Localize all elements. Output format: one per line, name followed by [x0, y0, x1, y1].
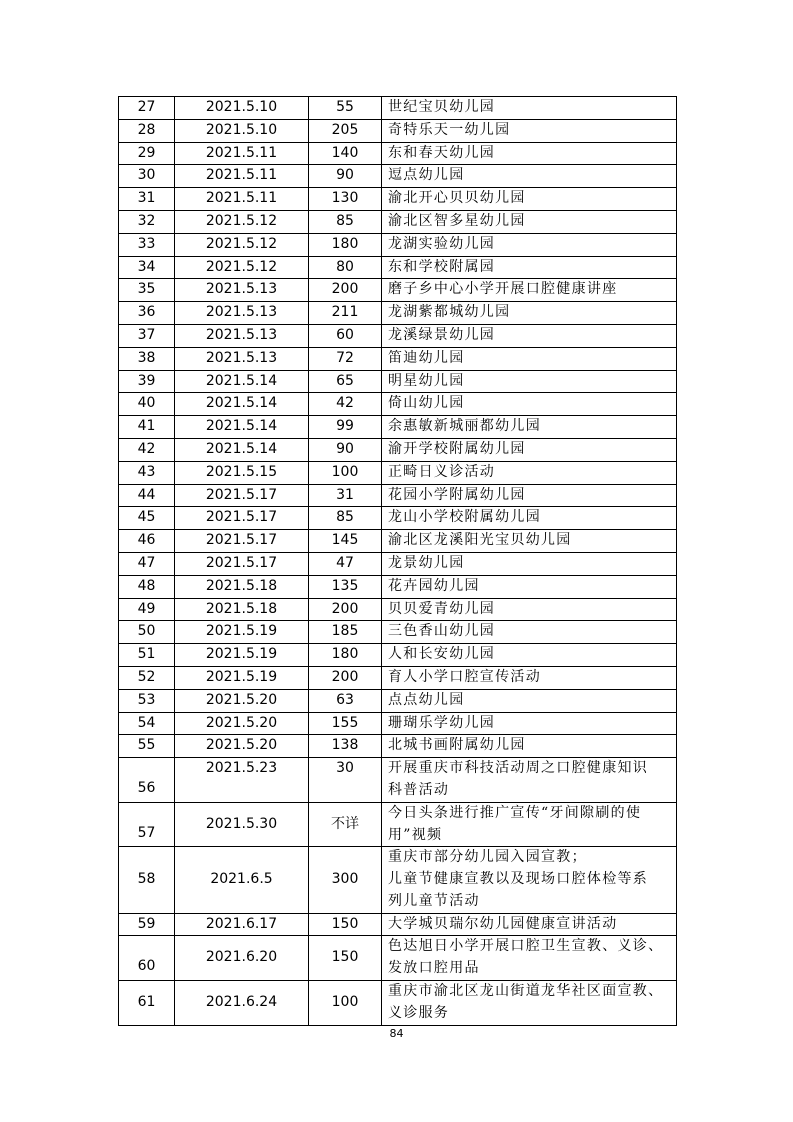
row-participant-count: 140 [309, 142, 382, 165]
table-row [119, 552, 677, 575]
records-table [118, 96, 677, 1026]
row-activity [382, 981, 677, 1026]
activity-line: 科普活动 [388, 781, 450, 798]
row-number: 51 [119, 644, 175, 667]
table-row [119, 507, 677, 530]
row-number: 35 [119, 279, 175, 302]
activity-line: 三色香山幼儿园 [388, 623, 496, 640]
row-activity [382, 324, 677, 347]
row-date: 2021.5.14 [175, 393, 309, 416]
table-row [119, 256, 677, 279]
row-activity [382, 370, 677, 393]
activity-line: 人和长安幼儿园 [388, 646, 496, 663]
row-number: 57 [119, 802, 175, 847]
row-date: 2021.5.20 [175, 735, 309, 758]
row-number: 31 [119, 188, 175, 211]
row-activity [382, 233, 677, 256]
table-row [119, 461, 677, 484]
activity-line: 明星幼儿园 [388, 372, 465, 389]
row-activity [382, 393, 677, 416]
activity-line: 育人小学口腔宣传活动 [388, 668, 541, 685]
row-number: 43 [119, 461, 175, 484]
activity-line: 渝北区智多星幼儿园 [388, 212, 526, 229]
row-date: 2021.5.14 [175, 370, 309, 393]
row-participant-count: 42 [309, 393, 382, 416]
table-row [119, 165, 677, 188]
row-number: 61 [119, 981, 175, 1026]
activity-line: 正畸日义诊活动 [388, 463, 496, 480]
table-row [119, 188, 677, 211]
row-number: 30 [119, 165, 175, 188]
row-number: 32 [119, 210, 175, 233]
row-date: 2021.5.17 [175, 484, 309, 507]
row-number: 36 [119, 302, 175, 325]
row-activity [382, 461, 677, 484]
table-row [119, 621, 677, 644]
table-row [119, 324, 677, 347]
row-participant-count: 205 [309, 119, 382, 142]
row-activity [382, 119, 677, 142]
row-date: 2021.5.19 [175, 621, 309, 644]
row-activity [382, 666, 677, 689]
page-number: 84 [389, 1027, 404, 1040]
row-number: 28 [119, 119, 175, 142]
row-date: 2021.5.17 [175, 507, 309, 530]
row-participant-count: 31 [309, 484, 382, 507]
activity-line: 龙湖实验幼儿园 [388, 235, 496, 252]
row-date: 2021.5.19 [175, 644, 309, 667]
table-row [119, 913, 677, 936]
row-date: 2021.5.10 [175, 119, 309, 142]
table-row [119, 302, 677, 325]
row-participant-count: 60 [309, 324, 382, 347]
row-activity [382, 188, 677, 211]
activity-line: 龙景幼儿园 [388, 554, 465, 571]
row-number: 41 [119, 416, 175, 439]
row-date: 2021.5.23 [175, 758, 309, 803]
row-participant-count: 100 [309, 461, 382, 484]
table-row [119, 233, 677, 256]
row-date: 2021.5.11 [175, 188, 309, 211]
row-number: 54 [119, 712, 175, 735]
row-number: 56 [119, 758, 175, 803]
row-participant-count: 180 [309, 233, 382, 256]
activity-line: 用”视频 [388, 826, 443, 843]
row-number: 27 [119, 97, 175, 120]
row-date: 2021.5.13 [175, 324, 309, 347]
activity-line: 儿童节健康宣教以及现场口腔体检等系 [388, 871, 649, 888]
row-activity [382, 552, 677, 575]
table-row [119, 981, 677, 1026]
activity-line: 贝贝爱青幼儿园 [388, 600, 496, 617]
activity-line: 义诊服务 [388, 1004, 450, 1021]
activity-line: 东和春天幼儿园 [388, 144, 496, 161]
row-activity [382, 484, 677, 507]
row-date: 2021.5.13 [175, 302, 309, 325]
row-date: 2021.5.12 [175, 233, 309, 256]
activity-line: 笛迪幼儿园 [388, 349, 465, 366]
row-participant-count: 65 [309, 370, 382, 393]
activity-line: 龙湖紫都城幼儿园 [388, 304, 511, 321]
row-date: 2021.5.11 [175, 142, 309, 165]
row-participant-count: 72 [309, 347, 382, 370]
activity-line: 点点幼儿园 [388, 691, 465, 708]
table-row [119, 802, 677, 847]
row-participant-count: 85 [309, 210, 382, 233]
table-row [119, 847, 677, 913]
activity-line: 今日头条进行推广宣传“牙间隙刷的使 [388, 804, 642, 821]
table-row [119, 119, 677, 142]
activity-line: 花园小学附属幼儿园 [388, 486, 526, 503]
row-participant-count: 85 [309, 507, 382, 530]
row-date: 2021.5.15 [175, 461, 309, 484]
row-activity [382, 913, 677, 936]
row-date: 2021.5.17 [175, 552, 309, 575]
row-activity [382, 712, 677, 735]
row-number: 34 [119, 256, 175, 279]
row-activity [382, 758, 677, 803]
row-participant-count: 180 [309, 644, 382, 667]
activity-line: 龙山小学校附属幼儿园 [388, 509, 541, 526]
row-number: 48 [119, 575, 175, 598]
row-participant-count: 30 [309, 758, 382, 803]
table-row [119, 936, 677, 981]
row-activity [382, 936, 677, 981]
row-activity [382, 210, 677, 233]
table-row [119, 416, 677, 439]
table-row [119, 530, 677, 553]
activity-line: 开展重庆市科技活动周之口腔健康知识 [388, 760, 649, 777]
row-number: 50 [119, 621, 175, 644]
row-number: 44 [119, 484, 175, 507]
row-date: 2021.5.10 [175, 97, 309, 120]
row-activity [382, 847, 677, 913]
row-activity [382, 802, 677, 847]
row-activity [382, 416, 677, 439]
row-number: 37 [119, 324, 175, 347]
activity-line: 逗点幼儿园 [388, 167, 465, 184]
row-activity [382, 165, 677, 188]
row-participant-count: 63 [309, 689, 382, 712]
activity-line: 渝北开心贝贝幼儿园 [388, 190, 526, 207]
row-activity [382, 621, 677, 644]
table-row [119, 598, 677, 621]
activity-line: 渝开学校附属幼儿园 [388, 440, 526, 457]
row-date: 2021.6.5 [175, 847, 309, 913]
row-activity [382, 689, 677, 712]
activity-line: 奇特乐天一幼儿园 [388, 121, 511, 138]
records-table-body [119, 97, 677, 1026]
activity-line: 倚山幼儿园 [388, 395, 465, 412]
table-row [119, 484, 677, 507]
table-row [119, 279, 677, 302]
row-participant-count: 200 [309, 598, 382, 621]
row-activity [382, 575, 677, 598]
row-number: 53 [119, 689, 175, 712]
row-date: 2021.6.20 [175, 936, 309, 981]
row-activity [382, 507, 677, 530]
row-participant-count: 47 [309, 552, 382, 575]
row-number: 49 [119, 598, 175, 621]
activity-line: 大学城贝瑞尔幼儿园健康宣讲活动 [388, 915, 618, 932]
row-activity [382, 598, 677, 621]
table-row [119, 142, 677, 165]
row-participant-count: 100 [309, 981, 382, 1026]
row-participant-count: 185 [309, 621, 382, 644]
row-participant-count: 155 [309, 712, 382, 735]
row-number: 46 [119, 530, 175, 553]
row-activity [382, 256, 677, 279]
row-date: 2021.5.30 [175, 802, 309, 847]
activity-line: 东和学校附属园 [388, 258, 496, 275]
row-number: 42 [119, 438, 175, 461]
activity-line: 龙溪绿景幼儿园 [388, 326, 496, 343]
row-number: 38 [119, 347, 175, 370]
row-participant-count: 不详 [309, 802, 382, 847]
row-activity [382, 279, 677, 302]
activity-line: 世纪宝贝幼儿园 [388, 99, 496, 115]
activity-line: 色达旭日小学开展口腔卫生宣教、义诊、 [388, 938, 664, 955]
row-date: 2021.6.17 [175, 913, 309, 936]
table-row [119, 210, 677, 233]
row-activity [382, 644, 677, 667]
row-participant-count: 90 [309, 438, 382, 461]
table-row [119, 758, 677, 803]
row-participant-count: 200 [309, 279, 382, 302]
row-number: 40 [119, 393, 175, 416]
activity-line: 重庆市渝北区龙山街道龙华社区面宣教、 [388, 983, 664, 1000]
row-date: 2021.6.24 [175, 981, 309, 1026]
row-activity [382, 142, 677, 165]
table-row [119, 712, 677, 735]
row-number: 52 [119, 666, 175, 689]
row-participant-count: 90 [309, 165, 382, 188]
row-number: 60 [119, 936, 175, 981]
row-date: 2021.5.17 [175, 530, 309, 553]
row-participant-count: 300 [309, 847, 382, 913]
activity-line: 余惠敏新城丽都幼儿园 [388, 418, 541, 435]
row-date: 2021.5.20 [175, 712, 309, 735]
table-row [119, 438, 677, 461]
row-number: 58 [119, 847, 175, 913]
row-date: 2021.5.12 [175, 210, 309, 233]
row-participant-count: 145 [309, 530, 382, 553]
row-participant-count: 150 [309, 913, 382, 936]
row-participant-count: 138 [309, 735, 382, 758]
row-number: 55 [119, 735, 175, 758]
row-number: 29 [119, 142, 175, 165]
row-participant-count: 130 [309, 188, 382, 211]
activity-line: 发放口腔用品 [388, 960, 480, 977]
row-participant-count: 55 [309, 97, 382, 120]
activity-line: 北城书画附属幼儿园 [388, 737, 526, 754]
row-number: 47 [119, 552, 175, 575]
row-participant-count: 135 [309, 575, 382, 598]
row-number: 33 [119, 233, 175, 256]
row-number: 45 [119, 507, 175, 530]
activity-line: 列儿童节活动 [388, 892, 480, 909]
activity-line: 渝北区龙溪阳光宝贝幼儿园 [388, 532, 572, 549]
row-date: 2021.5.20 [175, 689, 309, 712]
row-date: 2021.5.14 [175, 438, 309, 461]
row-activity [382, 302, 677, 325]
table-row [119, 735, 677, 758]
row-participant-count: 200 [309, 666, 382, 689]
row-date: 2021.5.19 [175, 666, 309, 689]
table-row [119, 575, 677, 598]
table-row [119, 393, 677, 416]
row-date: 2021.5.13 [175, 347, 309, 370]
row-date: 2021.5.13 [175, 279, 309, 302]
activity-line: 珊瑚乐学幼儿园 [388, 714, 496, 731]
row-date: 2021.5.18 [175, 598, 309, 621]
row-participant-count: 150 [309, 936, 382, 981]
row-date: 2021.5.14 [175, 416, 309, 439]
table-row [119, 97, 677, 120]
row-date: 2021.5.18 [175, 575, 309, 598]
row-activity [382, 97, 677, 120]
row-activity [382, 530, 677, 553]
table-row [119, 644, 677, 667]
activity-line: 重庆市部分幼儿园入园宣教； [388, 849, 587, 866]
row-participant-count: 99 [309, 416, 382, 439]
row-activity [382, 735, 677, 758]
row-participant-count: 211 [309, 302, 382, 325]
table-row [119, 666, 677, 689]
row-number: 59 [119, 913, 175, 936]
activity-line: 花卉园幼儿园 [388, 577, 480, 594]
row-date: 2021.5.12 [175, 256, 309, 279]
activity-line: 磨子乡中心小学开展口腔健康讲座 [388, 281, 618, 298]
table-row [119, 689, 677, 712]
table-row [119, 347, 677, 370]
row-date: 2021.5.11 [175, 165, 309, 188]
row-participant-count: 80 [309, 256, 382, 279]
row-number: 39 [119, 370, 175, 393]
table-row [119, 370, 677, 393]
row-activity [382, 438, 677, 461]
row-activity [382, 347, 677, 370]
